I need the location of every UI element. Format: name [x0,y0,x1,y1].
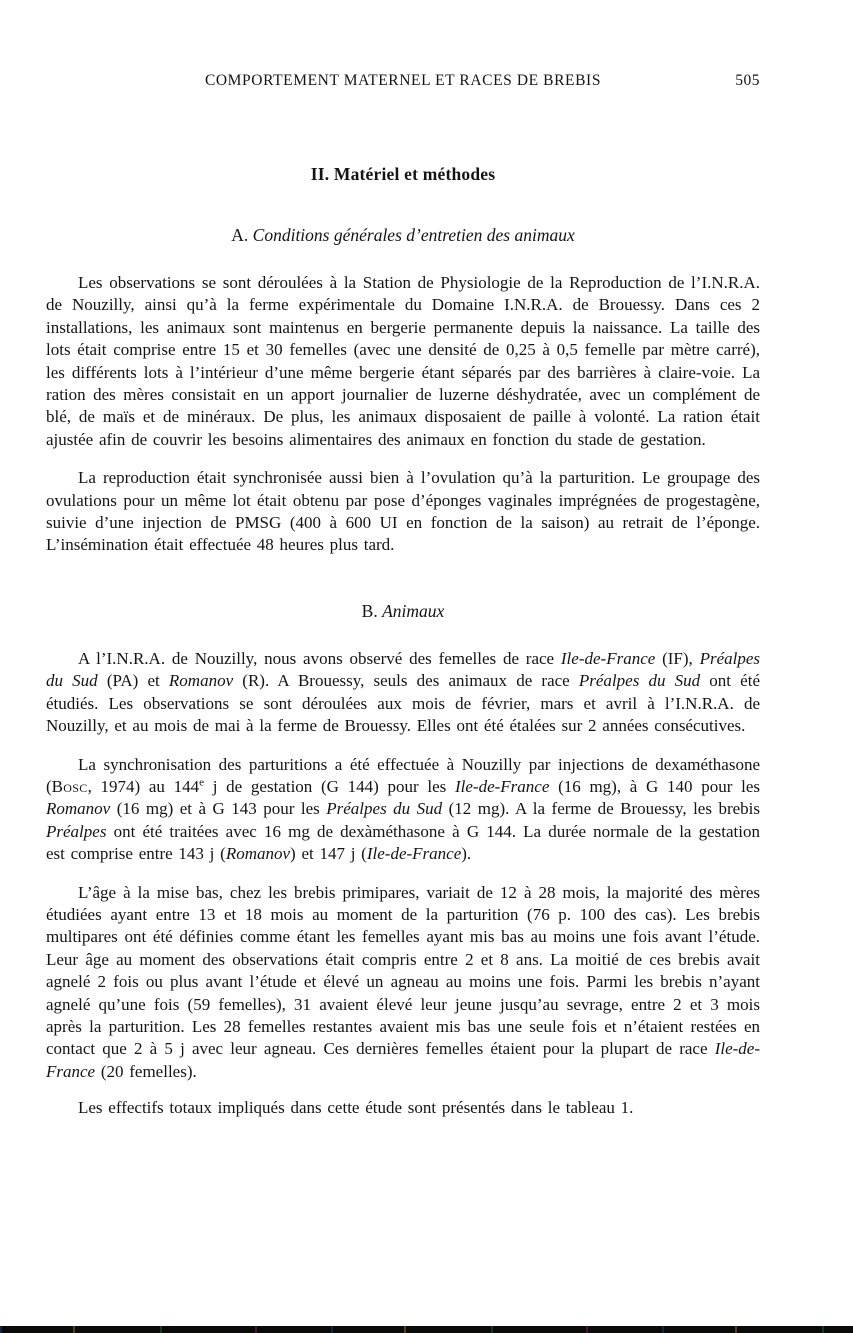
subsection-heading-a: A. Conditions générales d’entretien des animaux [231,225,575,245]
subsection-heading-b: B. Animaux [361,600,445,621]
scan-artifact-bar [0,1326,853,1333]
paragraph-animaux-1: A l’I.N.R.A. de Nouzilly, nous avons observé des femelles de race Ile-de-France (IF), Préalpes du Sud (PA) et Romanov (R). A Brouessy, seuls des animaux de race Préalpes du Sud ont été étudiés. Les observations se sont déroulées aux mois de février, mars et avril à l’I.N.R.A. de Nouzilly, et au mois de mai à la ferme de Brouessy. Elles ont été étalées sur 2 années consécutives. [46,648,761,736]
paragraph-conditions-1: Les observations se sont déroulées à la Station de Physiologie de la Reproduction de l’I.N.R.A. de Nouzilly, ainsi qu’à la ferme expérimentale du Domaine I.N.R.A. de Brouessy. Dans ces 2 installations, les animaux sont maintenus en bergerie permanente depuis la naissance. La taille des lots était comprise entre 15 et 30 femelles (avec une densité de 0,25 à 0,5 femelle par mètre carré), les différents lots à l’intérieur d’une même bergerie étant séparés par des barrières à claire-voie. La ration des mères consistait en un apport journalier de luzerne déshydratée, avec un complément de blé, de maïs et de minéraux. De plus, les animaux disposaient de paille à volonté. La ration était ajustée afin de couvrir les besoins alimentaires des animaux en fonction du stade de gestation. [46,273,760,449]
paragraph-animaux-2: La synchronisation des parturitions a été effectuée à Nouzilly par injections de dexaméthasone (Bosc, 1974) au 144e j de gestation (G 144) pour les Ile-de-France (16 mg), à G 140 pour les Romanov (16 mg) et à G 143 pour les Préalpes du Sud (12 mg). A la ferme de Brouessy, les brebis Préalpes ont été traitées avec 16 mg de dexàméthasone à G 144. La durée normale de la gestation est comprise entre 143 j (Romanov) et 147 j (Ile-de-France). [46,754,761,864]
page-header [46,72,760,92]
paragraph-animaux-3: L’âge à la mise bas, chez les brebis primipares, variait de 12 à 28 mois, la majorité des mères étudiées ayant entre 13 et 18 mois au moment de la parturition (76 p. 100 des cas). Les brebis multipares ont été définies comme étant les femelles ayant mis bas au moins une fois avant l’étude. Leur âge au moment des observations était compris entre 2 et 8 ans. La moitié de ces brebis avait agnelé 2 fois ou plus avant l’étude et élevé un agneau au moins une fois. Parmi les brebis n’ayant agnelé qu’une fois (59 femelles), 31 avaient élevé leur jeune jusqu’au sevrage, entre 2 et 3 mois après la parturition. Les 28 femelles restantes avaient mis bas une seule fois et n’étaient restées en contact que 2 à 5 j avec leur agneau. Ces dernières femelles étaient pour la plupart de race Ile-de-France (20 femelles). [46,882,760,1081]
paragraph-conditions-2: La reproduction était synchronisée aussi bien à l’ovulation qu’à la parturition. Le groupage des ovulations pour un même lot était obtenu par pose d’éponges vaginales imprégnées de progestagène, suivie d’une injection de PMSG (400 à 600 UI en fonction de la saison) au retrait de l’éponge. L’insémination était effectuée 48 heures plus tard. [46,468,760,555]
page-content [46,0,760,1120]
section-heading-materiel-methodes: II. Matériel et méthodes [310,164,496,184]
page-number: 505 [735,72,760,89]
running-title: COMPORTEMENT MATERNEL ET RACES DE BREBIS [204,72,602,89]
paragraph-effectifs: Les effectifs totaux impliqués dans cette étude sont présentés dans le tableau 1. [78,1098,634,1118]
